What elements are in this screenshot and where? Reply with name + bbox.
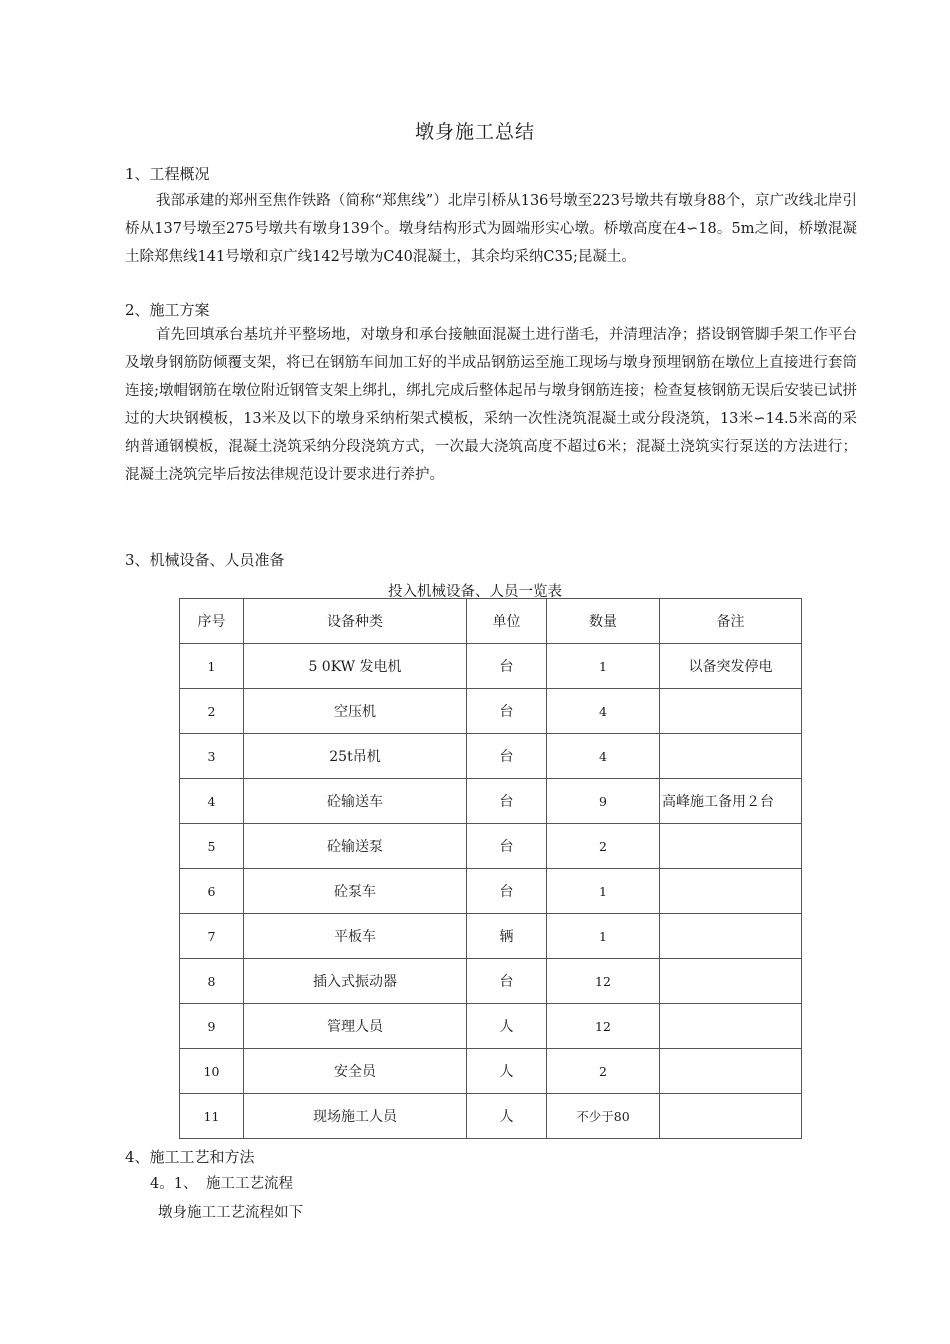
cell-quantity: 4 <box>547 734 660 779</box>
cell-unit: 台 <box>467 869 547 914</box>
document-title: 墩身施工总结 <box>414 121 535 143</box>
cell-serial: 8 <box>180 959 244 1004</box>
table-row <box>180 1094 802 1139</box>
cell-quantity: 2 <box>547 824 660 869</box>
cell-remarks <box>660 1049 802 1094</box>
table-caption: 投入机械设备、人员一览表 <box>388 584 562 600</box>
cell-serial: 7 <box>180 914 244 959</box>
table-row <box>180 1004 802 1049</box>
table-row <box>180 959 802 1004</box>
cell-unit: 台 <box>467 734 547 779</box>
cell-remarks: 以备突发停电 <box>660 644 802 689</box>
cell-unit: 人 <box>467 1094 547 1139</box>
subsection-text: 墩身施工工艺流程如下 <box>158 1205 303 1221</box>
cell-remarks <box>660 869 802 914</box>
table-row <box>180 914 802 959</box>
cell-serial: 2 <box>180 689 244 734</box>
header-unit: 单位 <box>467 599 547 644</box>
header-serial: 序号 <box>180 599 244 644</box>
cell-equipment: 空压机 <box>244 689 467 734</box>
section-heading-equipment: 3、机械设备、人员准备 <box>125 551 285 569</box>
cell-remarks <box>660 1094 802 1139</box>
cell-serial: 5 <box>180 824 244 869</box>
table-row <box>180 824 802 869</box>
cell-quantity: 1 <box>547 869 660 914</box>
header-equipment-type: 设备种类 <box>244 599 467 644</box>
cell-quantity: 1 <box>547 644 660 689</box>
cell-quantity: 12 <box>547 959 660 1004</box>
subsection-number: 4。1、 <box>150 1176 198 1192</box>
cell-equipment: 砼输送泵 <box>244 824 467 869</box>
cell-equipment: 插入式振动器 <box>244 959 467 1004</box>
cell-unit: 台 <box>467 824 547 869</box>
cell-serial: 6 <box>180 869 244 914</box>
cell-unit: 台 <box>467 644 547 689</box>
table-row <box>180 869 802 914</box>
header-quantity: 数量 <box>547 599 660 644</box>
cell-unit: 台 <box>467 779 547 824</box>
cell-remarks <box>660 959 802 1004</box>
cell-equipment: 砼输送车 <box>244 779 467 824</box>
cell-serial: 1 <box>180 644 244 689</box>
table-row <box>180 689 802 734</box>
cell-equipment: 平板车 <box>244 914 467 959</box>
header-remarks: 备注 <box>660 599 802 644</box>
overview-paragraph: 我部承建的郑州至焦作铁路（简称“郑焦线”）北岸引桥从136号墩至223号墩共有墩身88个，京广改线北岸引桥从137号墩至275号墩共有墩身139个。墩身结构形式为圆端形实心墩。桥墩高度在4∽18。5m之间，桥墩混凝土除郑焦线141号墩和京广线142号墩为C40混凝土，其余均采纳C35;昆凝土。 <box>125 193 857 265</box>
cell-unit: 人 <box>467 1004 547 1049</box>
cell-equipment: 管理人员 <box>244 1004 467 1049</box>
cell-remarks <box>660 734 802 779</box>
table-row <box>180 1049 802 1094</box>
cell-serial: 10 <box>180 1049 244 1094</box>
cell-quantity: 1 <box>547 914 660 959</box>
cell-quantity: 4 <box>547 689 660 734</box>
cell-remarks <box>660 1004 802 1049</box>
cell-equipment: 5 0KW 发电机 <box>244 644 467 689</box>
cell-remarks: 高峰施工备用２台 <box>660 779 802 824</box>
cell-serial: 4 <box>180 779 244 824</box>
cell-equipment: 现场施工人员 <box>244 1094 467 1139</box>
cell-unit: 台 <box>467 959 547 1004</box>
cell-equipment: 25t吊机 <box>244 734 467 779</box>
cell-remarks <box>660 689 802 734</box>
cell-quantity: 9 <box>547 779 660 824</box>
cell-serial: 3 <box>180 734 244 779</box>
cell-quantity: 2 <box>547 1049 660 1094</box>
cell-equipment: 安全员 <box>244 1049 467 1094</box>
section-heading-methods: 4、施工工艺和方法 <box>125 1148 255 1166</box>
table-row <box>180 734 802 779</box>
cell-serial: 11 <box>180 1094 244 1139</box>
table-row <box>180 644 802 689</box>
table-row <box>180 779 802 824</box>
cell-quantity: 不少于80 <box>547 1094 660 1139</box>
cell-unit: 辆 <box>467 914 547 959</box>
cell-equipment: 砼泵车 <box>244 869 467 914</box>
table-header-row <box>180 599 802 644</box>
cell-serial: 9 <box>180 1004 244 1049</box>
equipment-table <box>179 598 802 1139</box>
cell-remarks <box>660 824 802 869</box>
cell-remarks <box>660 914 802 959</box>
cell-quantity: 12 <box>547 1004 660 1049</box>
section-heading-plan: 2、施工方案 <box>125 301 210 319</box>
cell-unit: 台 <box>467 689 547 734</box>
subsection-title: 施工工艺流程 <box>206 1176 293 1192</box>
plan-paragraph: 首先回填承台基坑并平整场地，对墩身和承台接触面混凝土进行凿毛，并清理洁净；搭设钢管脚手架工作平台及墩身钢筋防倾覆支架，将已在钢筋车间加工好的半成品钢筋运至施工现场与墩身预埋钢筋在墩位上直接进行套筒连接;墩帽钢筋在墩位附近钢管支架上绑扎，绑扎完成后整体起吊与墩身钢筋连接；检查复核钢筋无误后安装已试拼过的大块钢模板，13米及以下的墩身采纳桁架式模板，采纳一次性浇筑混凝土或分段浇筑，13米∽14.5米高的采纳普通钢模板，混凝土浇筑采纳分段浇筑方式，一次最大浇筑高度不超过6米；混凝土浇筑实行泵送的方法进行；混凝土浇筑完毕后按法律规范设计要求进行养护。 <box>125 327 857 483</box>
cell-unit: 人 <box>467 1049 547 1094</box>
section-heading-overview: 1、工程概况 <box>125 165 210 183</box>
